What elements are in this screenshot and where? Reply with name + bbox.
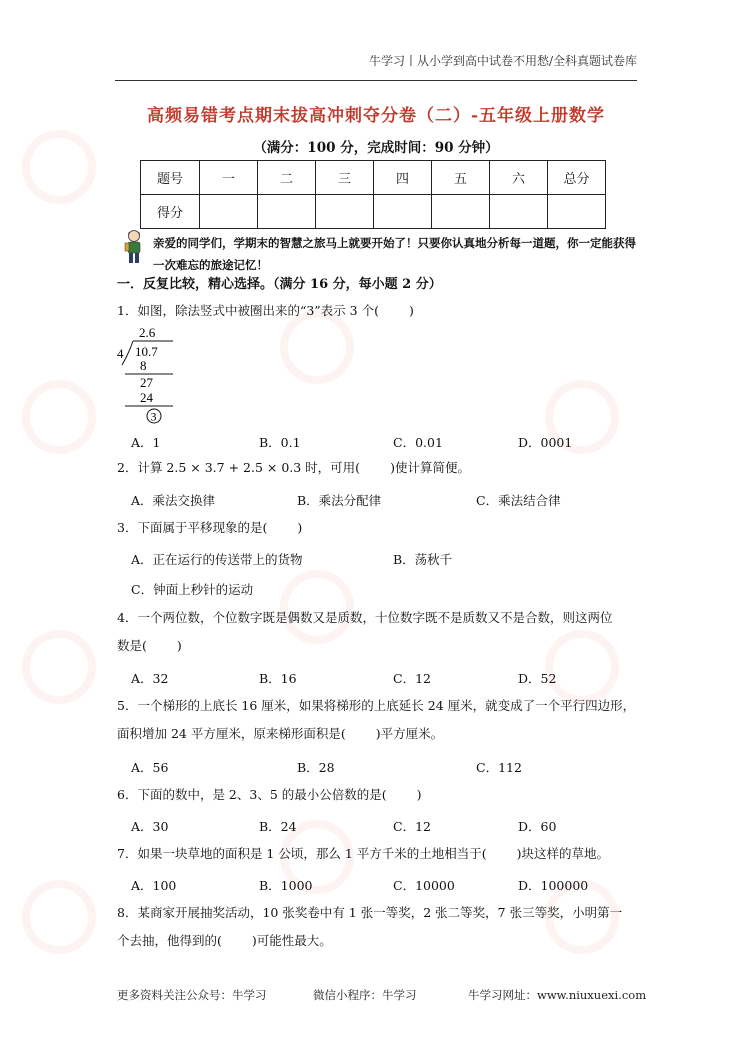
- watermark-logo: [22, 380, 96, 454]
- question-text: 6．下面的数中，是 2、3、5 的最小公倍数的是(: [117, 787, 387, 802]
- table-cell: 二: [258, 161, 316, 195]
- footer-wechat-account: 更多资料关注公众号：牛学习: [117, 988, 267, 1002]
- table-cell: 题号: [141, 161, 200, 195]
- option-a[interactable]: A．30: [131, 819, 169, 834]
- division-bracket: [122, 341, 133, 365]
- table-cell: 六: [490, 161, 548, 195]
- question-5: [117, 692, 642, 748]
- question-text: 5．一个梯形的上底长 16 厘米，如果将梯形的上底延长 24 厘米，就变成了一个平行四边形，: [117, 698, 636, 713]
- question-7: [117, 840, 642, 868]
- table-cell: 一: [200, 161, 258, 195]
- long-division-figure: [117, 323, 187, 433]
- option-a[interactable]: A．56: [131, 760, 169, 775]
- question-text: ): [408, 303, 414, 318]
- question-6: [117, 781, 642, 809]
- header-divider: [115, 80, 637, 81]
- section-heading: 一．反复比较，精心选择。（满分 16 分，每小题 2 分）: [117, 277, 442, 292]
- option-c[interactable]: C．12: [393, 819, 431, 834]
- option-c[interactable]: C．12: [393, 671, 431, 686]
- question-text: 数是(: [117, 638, 147, 653]
- option-c[interactable]: C．钟面上秒针的运动: [131, 582, 254, 597]
- table-cell: 四: [374, 161, 432, 195]
- question-8: [117, 899, 642, 955]
- division-dividend: 10.7: [135, 344, 158, 359]
- question-text: 面积增加 24 平方厘米，原来梯形面积是(: [117, 726, 346, 741]
- option-d[interactable]: D．100000: [518, 878, 589, 893]
- question-text: )可能性最大。: [251, 933, 332, 948]
- question-text: 3．下面属于平移现象的是(: [117, 520, 268, 535]
- option-c[interactable]: C．10000: [393, 878, 455, 893]
- student-mascot-icon: [123, 229, 145, 265]
- table-row: [141, 161, 606, 195]
- question-text: ): [297, 520, 303, 535]
- question-text: 4．一个两位数，个位数字既是偶数又是质数，十位数字既不是质数又不是合数，则这两位: [117, 610, 613, 625]
- question-2: [117, 454, 642, 482]
- option-a[interactable]: A．100: [131, 878, 177, 893]
- question-text: ): [176, 638, 182, 653]
- intro-text: 亲爱的同学们，学期末的智慧之旅马上就要开始了！只要你认真地分析每一道题，你一定能获得一次难忘的旅途记忆！: [153, 236, 636, 272]
- score-cell[interactable]: [200, 195, 258, 229]
- option-b[interactable]: B．荡秋千: [393, 552, 453, 567]
- option-a[interactable]: A．1: [131, 435, 161, 450]
- page-title: 高频易错考点期末拔高冲刺夺分卷（二）-五年级上册数学: [146, 106, 606, 126]
- option-b[interactable]: B．乘法分配律: [297, 493, 382, 508]
- watermark-logo: [22, 880, 96, 954]
- option-a[interactable]: A．32: [131, 671, 169, 686]
- header-text: 牛学习丨从小学到高中试卷不用愁/全科真题试卷库: [368, 54, 637, 68]
- question-4: [117, 604, 642, 660]
- option-d[interactable]: D．0001: [518, 435, 573, 450]
- footer-mini-program: 微信小程序：牛学习: [313, 988, 417, 1002]
- question-text: 1．如图，除法竖式中被圈出来的“3”表示 3 个(: [117, 303, 379, 318]
- option-d[interactable]: D．52: [518, 671, 557, 686]
- table-cell: 得分: [141, 195, 200, 229]
- footer-website-link[interactable]: 牛学习网址：www.niuxuexi.com: [468, 988, 647, 1002]
- option-a[interactable]: A．正在运行的传送带上的货物: [131, 552, 303, 567]
- score-cell[interactable]: [374, 195, 432, 229]
- score-cell[interactable]: [316, 195, 374, 229]
- question-text: )块这样的草地。: [516, 846, 610, 861]
- table-row: [141, 195, 606, 229]
- division-step: 8: [140, 358, 147, 373]
- division-remainder: 3: [150, 409, 157, 424]
- option-b[interactable]: B．0.1: [259, 435, 301, 450]
- question-text: 7．如果一块草地的面积是 1 公顷，那么 1 平方千米的土地相当于(: [117, 846, 487, 861]
- question-text: 8．某商家开展抽奖活动，10 张奖卷中有 1 张一等奖，2 张二等奖，7 张三等奖，小明第一: [117, 905, 623, 920]
- table-cell: 总分: [548, 161, 606, 195]
- division-step: 24: [140, 390, 153, 405]
- score-table: [140, 160, 606, 229]
- question-text: )平方厘米。: [375, 726, 444, 741]
- division-divisor: 4: [117, 346, 124, 361]
- table-cell: 三: [316, 161, 374, 195]
- option-b[interactable]: B．16: [259, 671, 297, 686]
- score-cell[interactable]: [258, 195, 316, 229]
- option-b[interactable]: B．1000: [259, 878, 313, 893]
- question-1: [117, 297, 642, 325]
- question-text: )使计算简便。: [390, 460, 470, 475]
- option-c[interactable]: C．0.01: [393, 435, 443, 450]
- option-c[interactable]: C．乘法结合律: [476, 493, 561, 508]
- question-text: 个去抽，他得到的(: [117, 933, 222, 948]
- score-cell[interactable]: [548, 195, 606, 229]
- question-text: 2．计算 2.5 × 3.7 + 2.5 × 0.3 时，可用(: [117, 460, 361, 475]
- page-subtitle: （满分：100 分，完成时间：90 分钟）: [253, 140, 499, 156]
- score-cell[interactable]: [490, 195, 548, 229]
- option-d[interactable]: D．60: [518, 819, 557, 834]
- division-step: 27: [140, 375, 153, 390]
- watermark-logo: [22, 630, 96, 704]
- option-b[interactable]: B．28: [297, 760, 335, 775]
- division-quotient: 2.6: [139, 325, 156, 340]
- question-3: [117, 514, 642, 542]
- option-a[interactable]: A．乘法交换律: [131, 493, 216, 508]
- table-cell: 五: [432, 161, 490, 195]
- score-cell[interactable]: [432, 195, 490, 229]
- option-b[interactable]: B．24: [259, 819, 297, 834]
- option-c[interactable]: C．112: [476, 760, 522, 775]
- question-text: ): [416, 787, 422, 802]
